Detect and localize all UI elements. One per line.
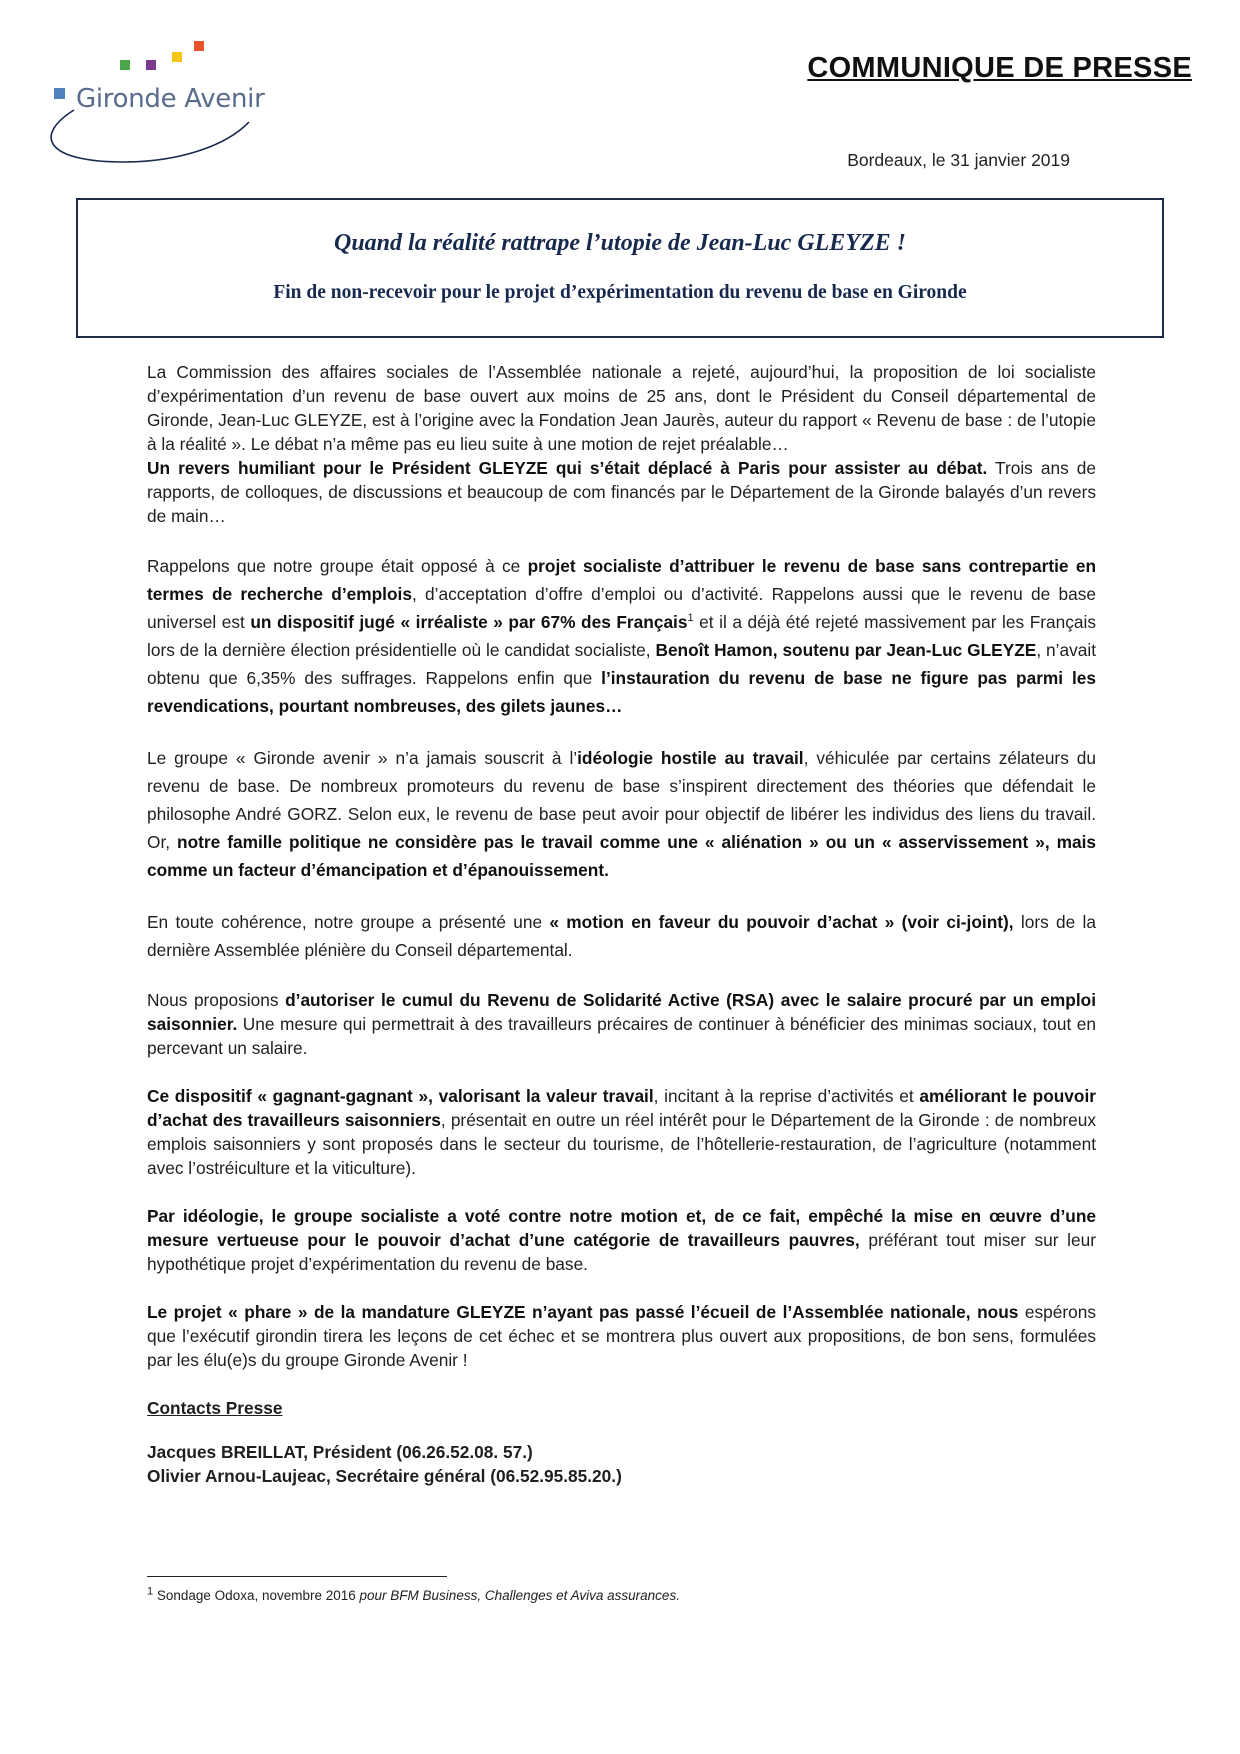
paragraph-3-text-c: , véhiculée par certains zélateurs du revenu de base. De nombreux promoteurs du revenu de base s’inspirent directement des théories que défendait le philosophe André GORZ. Selon eux, le revenu de base peut avoir pour objectif de libérer les individus des liens du travail. Or, <box>147 748 1096 852</box>
paragraph-2-text-a: Rappelons que notre groupe était opposé à ce <box>147 556 528 576</box>
subtitle: Fin de non-recevoir pour le projet d’expérimentation du revenu de base en Gironde <box>273 282 967 303</box>
paragraph-2-bold-b: projet socialiste d’attribuer le revenu de base sans contrepartie en termes de recherche d’emplois <box>147 556 1096 604</box>
paragraph-4-text-c: lors de la dernière Assemblée plénière du Conseil départemental. <box>147 912 1096 960</box>
logo-wordmark: Gironde Avenir <box>76 84 265 114</box>
paragraph-7-bold-a: Par idéologie, le groupe socialiste a voté contre notre motion et, de ce fait, empêché la mise en œuvre d’une mesure vertueuse pour le pouvoir d’achat d’une catégorie de travailleurs pauvres, <box>147 1206 1096 1250</box>
paragraph-1-intro: La Commission des affaires sociales de l’Assemblée nationale a rejeté, aujourd’hui, la proposition de loi socialiste d’expérimentation d’un revenu de base ouvert aux moins de 25 ans, dont le Président du Conseil départemental de Gironde, Jean-Luc GLEYZE, est à l’origine avec la Fondation Jean Jaurès, auteur du rapport « Revenu de base : de l’utopie à la réalité ». Le débat n’a même pas eu lieu suite à une motion de rejet préalable… <box>147 362 1096 454</box>
paragraph-6-text-d: , présentait en outre un réel intérêt pour le Département de la Gironde : de nombreux emplois saisonniers y sont proposés dans le secteur du tourisme, de l’hôtellerie-restauration, de l’agriculture (notamment avec l’ostréiculture et la viticulture). <box>147 1110 1096 1178</box>
footnote-separator <box>147 1576 447 1577</box>
paragraph-7 <box>147 1204 1096 1276</box>
press-contacts <box>147 1396 1096 1488</box>
paragraph-1 <box>147 360 1096 528</box>
body-text <box>147 360 1096 1488</box>
paragraph-1-rest: Trois ans de rapports, de colloques, de discussions et beaucoup de com financés par le Département de la Gironde balayés d’un revers de main… <box>147 458 1097 526</box>
paragraph-6-bold-c: améliorant le pouvoir d’achat des travailleurs saisonniers <box>147 1086 1097 1130</box>
paragraph-1-continuation <box>147 456 1096 528</box>
footnote-reference: 1 <box>687 612 694 625</box>
contacts-heading: Contacts Presse <box>147 1398 283 1418</box>
paragraph-4 <box>147 908 1096 964</box>
contact-secretary: Olivier Arnou-Laujeac, Secrétaire général (06.52.95.85.20.) <box>147 1466 622 1486</box>
paragraph-6-text-b: , incitant à la reprise d’activités et <box>653 1086 920 1106</box>
paragraph-5 <box>147 988 1096 1060</box>
footnote-number: 1 <box>147 1585 154 1598</box>
paragraph-6 <box>147 1084 1096 1180</box>
paragraph-7-text-b: préférant tout miser sur leur hypothétique projet d’expérimentation du revenu de base. <box>147 1230 1096 1274</box>
paragraph-1-bold: Un revers humiliant pour le Président GLEYZE qui s’était déplacé à Paris pour assister au débat. <box>147 458 988 478</box>
footnote-text-a: Sondage Odoxa, novembre 2016 <box>153 1588 360 1603</box>
paragraph-5-text-c: Une mesure qui permettrait à des travailleurs précaires de continuer à bénéficier des minimas sociaux, tout en percevant un salaire. <box>147 1014 1096 1058</box>
paragraph-6-bold-a: Ce dispositif « gagnant-gagnant », valorisant la valeur travail <box>147 1086 654 1106</box>
paragraph-2 <box>147 552 1096 720</box>
paragraph-4-text-a: En toute cohérence, notre groupe a présenté une <box>147 912 550 932</box>
paragraph-8-text-b: espérons que l’exécutif girondin tirera les leçons de cet échec et se montrera plus ouvert aux propositions, de bon sens, formulées par les élu(e)s du groupe Gironde Avenir ! <box>147 1302 1096 1370</box>
dateline: Bordeaux, le 31 janvier 2019 <box>847 150 1070 170</box>
paragraph-2-text-e: et il a déjà été rejeté massivement par les Français lors de la dernière élection présidentielle où le candidat socialiste, <box>147 612 1096 660</box>
main-title: Quand la réalité rattrape l’utopie de Jean-Luc GLEYZE ! <box>334 230 906 256</box>
paragraph-3-text-a: Le groupe « Gironde avenir » n’a jamais souscrit à l’ <box>147 748 578 768</box>
paragraph-2-text-c: , d’acceptation d’offre d’emploi ou d’activité. Rappelons aussi que le revenu de base universel est <box>147 584 1096 632</box>
paragraph-2-bold-f: Benoît Hamon, soutenu par Jean-Luc GLEYZE <box>655 640 1037 660</box>
title-box <box>76 198 1164 338</box>
gironde-avenir-logo <box>34 40 294 170</box>
paragraph-2-text-g: , n’avait obtenu que 6,35% des suffrages. Rappelons enfin que <box>147 640 1097 688</box>
footnote-text-b: pour BFM Business, Challenges et Aviva assurances. <box>359 1588 680 1603</box>
document-type-heading: COMMUNIQUE DE PRESSE <box>807 52 1192 84</box>
paragraph-5-bold-b: d’autoriser le cumul du Revenu de Solidarité Active (RSA) avec le salaire procuré par un emploi saisonnier. <box>147 990 1097 1034</box>
paragraph-4-bold-b: « motion en faveur du pouvoir d’achat » (voir ci-joint), <box>549 912 1014 932</box>
paragraph-8-bold-a: Le projet « phare » de la mandature GLEYZE n’ayant pas passé l’écueil de l’Assemblée nationale, nous <box>147 1302 1019 1322</box>
paragraph-5-text-a: Nous proposions <box>147 990 286 1010</box>
paragraph-2-bold-h: l’instauration du revenu de base ne figure pas parmi les revendications, pourtant nombreuses, des gilets jaunes… <box>147 668 1096 716</box>
paragraph-8 <box>147 1300 1096 1372</box>
paragraph-3-bold-d: notre famille politique ne considère pas le travail comme une « aliénation » ou un « asservissement », mais comme un facteur d’émancipation et d’épanouissement. <box>147 832 1096 880</box>
footnote <box>147 1585 680 1603</box>
paragraph-2-bold-d: un dispositif jugé « irréaliste » par 67% des Français <box>250 612 688 632</box>
paragraph-3-bold-b: idéologie hostile au travail <box>577 748 804 768</box>
paragraph-3 <box>147 744 1096 884</box>
contact-president: Jacques BREILLAT, Président (06.26.52.08. 57.) <box>147 1442 533 1462</box>
